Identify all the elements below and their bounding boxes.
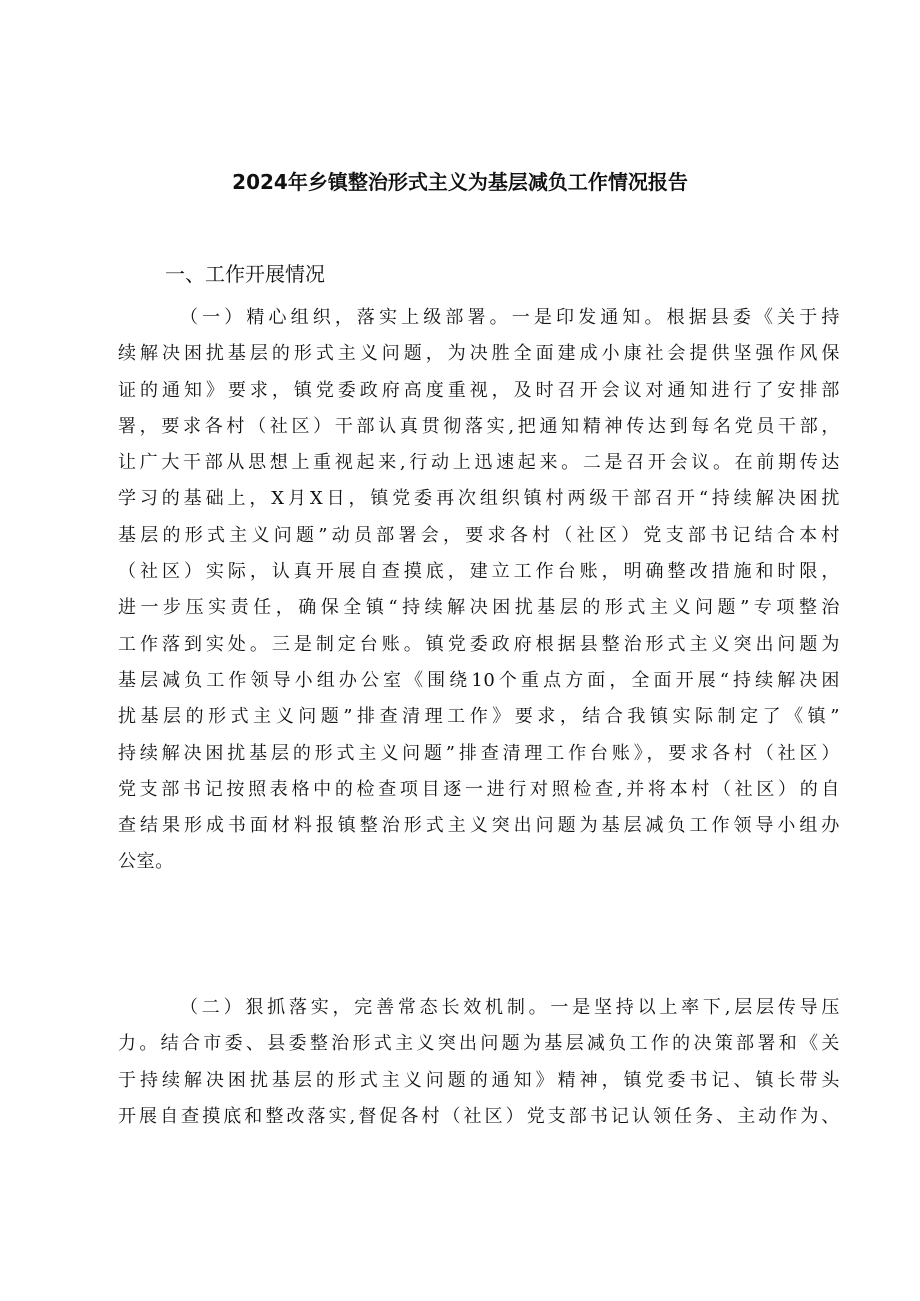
paragraph-line: 让广大干部从思想上重视起来,行动上迅速起来。二是召开会议。在前期传达 [118, 452, 840, 474]
paragraph-line: 署，要求各村（社区）干部认真贯彻落实,把通知精神传达到每名党员干部， [118, 415, 840, 437]
paragraph-line: 证的通知》要求，镇党委政府高度重视，及时召开会议对通知进行了安排部 [118, 379, 840, 401]
paragraph-line: 扰基层的形式主义问题”排查清理工作》要求，结合我镇实际制定了《镇” [118, 706, 840, 728]
paragraph-line: 学习的基础上，X月X日，镇党委再次组织镇村两级干部召开“持续解决困扰 [118, 488, 840, 510]
paragraph-line: 于持续解决困扰基层的形式主义问题的通知》精神，镇党委书记、镇长带头 [118, 1069, 840, 1091]
paragraph-line: 公室。 [118, 851, 174, 873]
paragraph-line: （二）狠抓落实，完善常态长效机制。一是坚持以上率下,层层传导压 [180, 997, 840, 1018]
paragraph-1 [118, 300, 840, 881]
paragraph-line: 进一步压实责任，确保全镇“持续解决困扰基层的形式主义问题”专项整治 [118, 597, 840, 619]
paragraph-line: 持续解决困扰基层的形式主义问题”排查清理工作台账》，要求各村（社区） [118, 742, 840, 764]
paragraph-line: （一）精心组织，落实上级部署。一是印发通知。根据县委《关于持 [180, 307, 840, 328]
paragraph-2 [118, 990, 840, 1135]
paragraph-line: （社区）实际，认真开展自查摸底，建立工作台账，明确整改措施和时限， [118, 561, 840, 583]
paragraph-line: 工作落到实处。三是制定台账。镇党委政府根据县整治形式主义突出问题为 [118, 633, 840, 655]
paragraph-line: 开展自查摸底和整改落实,督促各村（社区）党支部书记认领任务、主动作为、 [118, 1105, 840, 1127]
paragraph-line: 力。结合市委、县委整治形式主义突出问题为基层减负工作的决策部署和《关 [118, 1033, 840, 1055]
paragraph-line: 续解决困扰基层的形式主义问题，为决胜全面建成小康社会提供坚强作风保 [118, 343, 840, 365]
section-heading: 一、工作开展情况 [165, 262, 325, 286]
paragraph-line: 查结果形成书面材料报镇整治形式主义突出问题为基层减负工作领导小组办 [118, 815, 840, 837]
document-title: 2024年乡镇整治形式主义为基层减负工作情况报告 [232, 170, 688, 194]
paragraph-line: 党支部书记按照表格中的检查项目逐一进行对照检查,并将本村（社区）的自 [118, 778, 840, 800]
paragraph-line: 基层的形式主义问题”动员部署会，要求各村（社区）党支部书记结合本村 [118, 524, 840, 546]
paragraph-line: 基层减负工作领导小组办公室《围绕10个重点方面，全面开展“持续解决困 [118, 669, 840, 691]
